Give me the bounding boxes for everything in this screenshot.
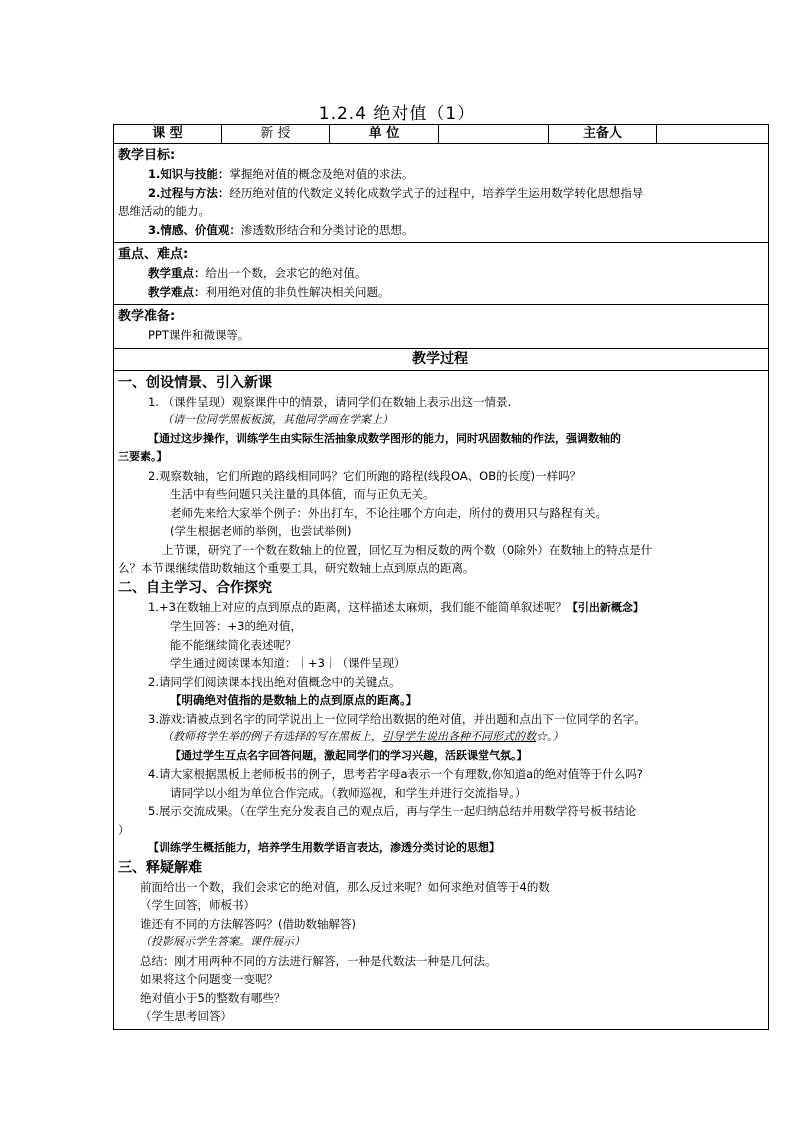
- process-section: [114, 371, 768, 1029]
- keypoints-heading: 重点、难点:: [118, 247, 189, 262]
- text-line: 3.游戏:请被点到名字的同学说出上一位同学给出数据的绝对值，并出题和点出下一位同学的名字。: [148, 711, 646, 726]
- highlight-line: 【通过学生互点名字回答问题，激起同学们的学习兴趣，活跃课堂气氛。】: [170, 748, 528, 762]
- objectives-heading: 教学目标:: [118, 148, 176, 163]
- text-line: 么？本节课继续借助数轴这个重要工具，研究数轴上点到原点的距离。: [118, 561, 475, 575]
- objective-item: 1.知识与技能：掌握绝对值的概念及绝对值的求法。: [148, 167, 414, 181]
- objective-item: 3.情感、价值观：渗透数形结合和分类讨论的思想。: [148, 222, 414, 237]
- prep-heading: 教学准备:: [118, 309, 176, 324]
- text-line: 总结：刚才用两种不同的方法进行解答，一种是代数法一种是几何法。: [140, 953, 497, 968]
- unit-value: [439, 125, 549, 143]
- text-line: 能不能继续简化表述呢？: [170, 637, 297, 652]
- prep-section: [114, 305, 768, 349]
- difficult-point: 教学难点：利用绝对值的非负性解决相关问题。: [148, 284, 390, 299]
- highlight-line: 【训练学生概括能力，培养学生用数学语言表达，渗透分类讨论的思想】: [148, 841, 500, 854]
- text-line: 学生通过阅读课本知道：｜+3｜（课件呈现）: [170, 656, 406, 670]
- text-line: 上节课，研究了一个数在数轴上的位置，回忆互为相反数的两个数（0除外）在数轴上的特点是什: [162, 542, 653, 557]
- highlight-line: 【通过这步操作，训练学生由实际生活抽象成数学图形的能力，同时巩固数轴的作法，强调数轴的: [148, 431, 621, 445]
- keypoints-section: [114, 243, 768, 305]
- text-line: 5.展示交流成果。（在学生充分发表自己的观点后，再与学生一起归纳总结并用数学符号板书结论: [148, 804, 637, 818]
- note-line: （投影展示学生答案。课件展示）: [140, 935, 305, 948]
- process-heading: 教学过程: [412, 350, 468, 367]
- text-line: 学生回答：+3的绝对值，: [170, 619, 302, 633]
- prep-text: PPT课件和微课等。: [148, 328, 250, 342]
- note-line: （请一位同学黑板板演，其他同学画在学案上）: [162, 413, 393, 426]
- text-line: 老师先来给大家举个例子：外出打车，不论往哪个方向走，所付的费用只与路程有关。: [170, 505, 607, 520]
- text-line: 谁还有不同的方法解答吗？(借助数轴解答): [140, 916, 356, 931]
- text-line: （学生回答，师板书）: [140, 898, 255, 912]
- text-line: ）: [118, 822, 130, 837]
- page-title: 1.2.4 绝对值（1）: [318, 104, 476, 124]
- course-type-label: 课 型: [114, 125, 222, 143]
- highlight-line: 三要素。】: [118, 450, 168, 463]
- highlight-line: 【明确绝对值指的是数轴上的点到原点的距离。】: [170, 693, 418, 707]
- objectives-section: [114, 144, 768, 243]
- text-line: 4.请大家根据黑板上老师板书的例子，思考若字母a表示一个有理数,你知道a的绝对值等于什么吗?: [148, 767, 643, 781]
- text-line: 1. （课件呈现）观察课件中的情景，请同学们在数轴上表示出这一情景.: [148, 394, 512, 409]
- part1-heading: 一、创设情景、引入新课: [118, 374, 272, 391]
- text-line: 2.请同学们阅读课本找出绝对值概念中的关键点。: [148, 674, 401, 689]
- key-point: 教学重点：给出一个数，会求它的绝对值。: [148, 266, 367, 280]
- note-line: （教师将学生举的例子有选择的写在黑板上，引导学生说出各种不同形式的数☆。）: [162, 730, 564, 743]
- header-row: [114, 125, 768, 144]
- objective-item: 思维活动的能力。: [118, 204, 210, 218]
- text-line: 生活中有些问题只关注量的具体值，而与正负无关。: [170, 487, 435, 501]
- text-line: 2.观察数轴，它们所跑的路线相同吗？它们所跑的路程(线段OA、OB的长度)一样吗？: [148, 468, 582, 483]
- preparer-label: 主备人: [549, 125, 657, 143]
- text-line: 请同学以小组为单位合作完成。（教师巡视，和学生并进行交流指导。）: [170, 785, 527, 800]
- part3-heading: 三、释疑解难: [118, 859, 202, 876]
- process-heading-row: [114, 349, 768, 371]
- text-line: (学生根据老师的举例，也尝试举例): [170, 524, 352, 538]
- text-line: 前面给出一个数，我们会求它的绝对值，那么反过来呢？如何求绝对值等于4的数: [140, 879, 550, 894]
- course-type-value: 新 授: [222, 125, 330, 143]
- preparer-value: [657, 125, 768, 143]
- lesson-plan-table: [113, 124, 769, 1030]
- text-line: 1.+3在数轴上对应的点到原点的距离，这样描述太麻烦，我们能不能简单叙述呢？【引出新概念】: [148, 599, 644, 614]
- text-line: （学生思考回答）: [140, 1009, 232, 1023]
- part2-heading: 二、自主学习、合作探究: [118, 579, 272, 596]
- unit-label: 单 位: [330, 125, 439, 143]
- objective-item: 2.过程与方法：经历绝对值的代数定义转化成数学式子的过程中，培养学生运用数学转化思想指导: [148, 185, 644, 200]
- text-line: 绝对值小于5的整数有哪些？: [140, 990, 286, 1005]
- text-line: 如果将这个问题变一变呢？: [140, 972, 278, 986]
